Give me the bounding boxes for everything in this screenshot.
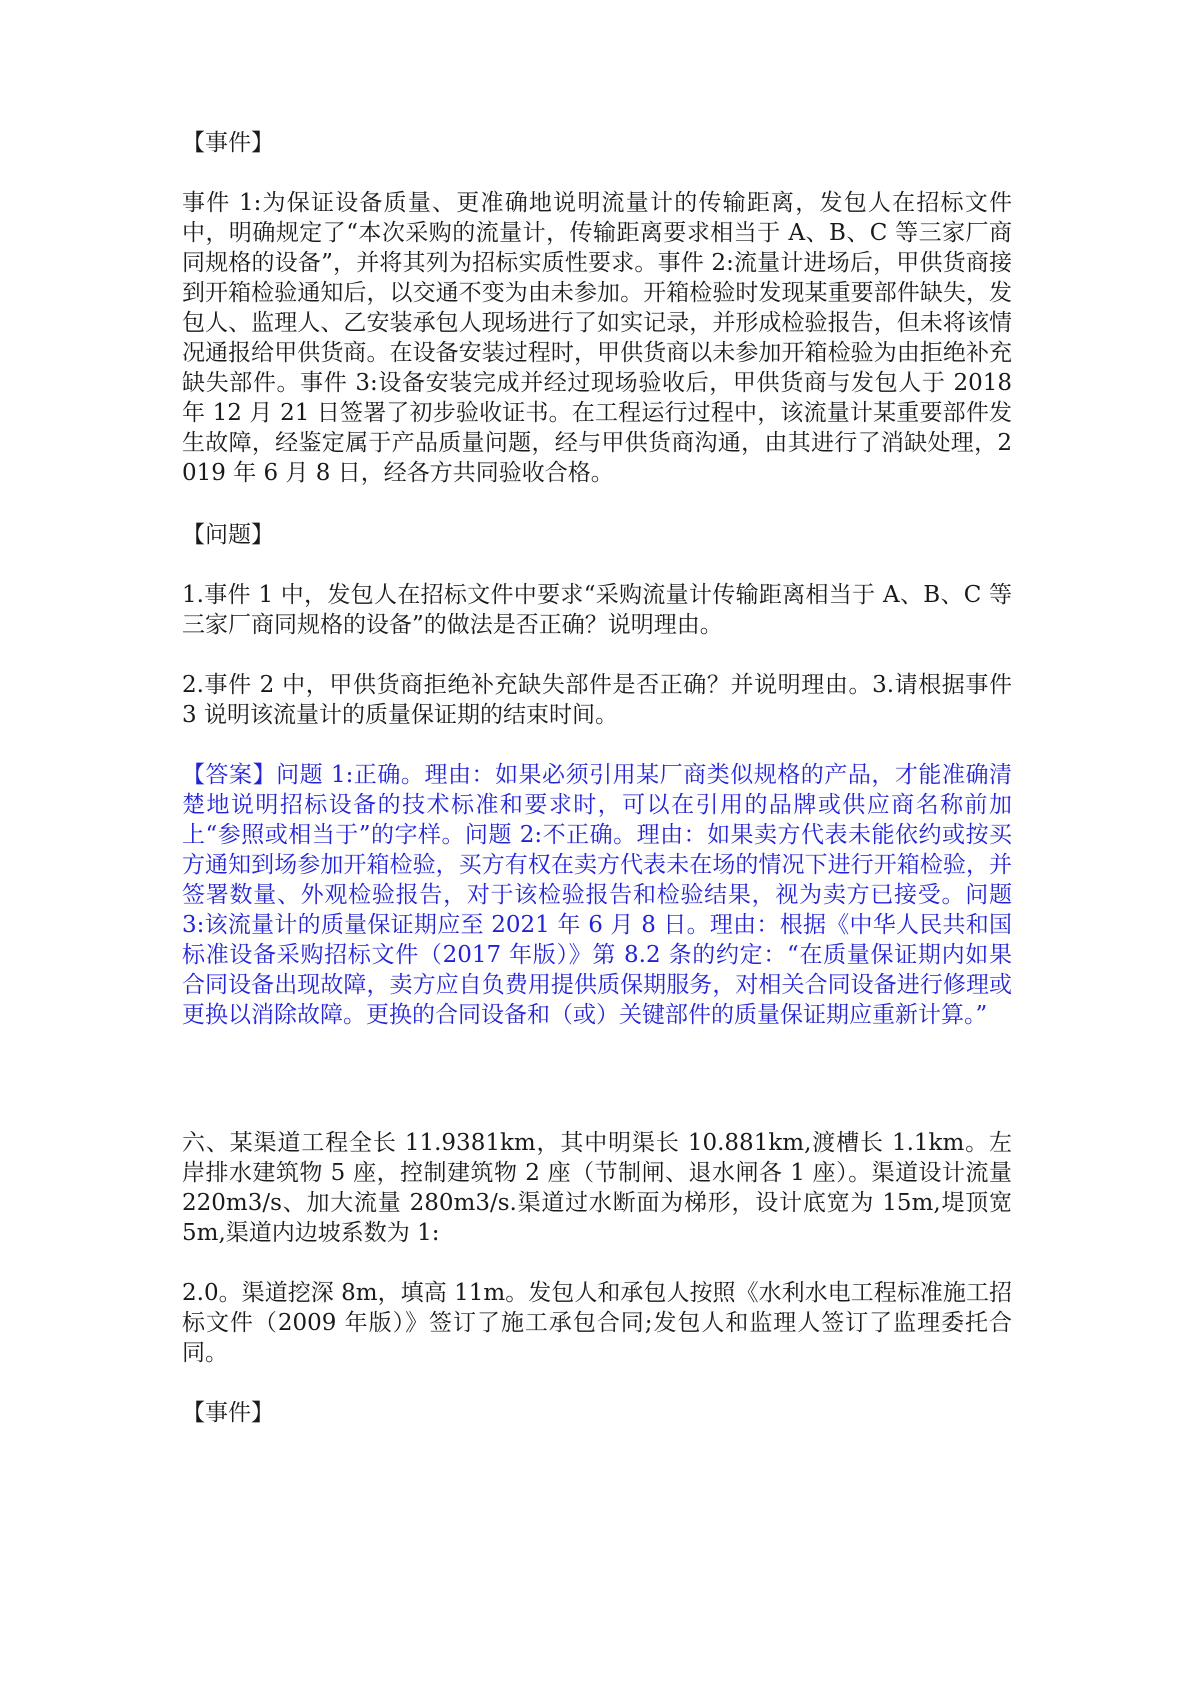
event-heading-2: 【事件】 xyxy=(182,1400,274,1426)
spacer xyxy=(182,1030,1012,1128)
question-heading: 【问题】 xyxy=(182,522,274,548)
event-heading: 【事件】 xyxy=(182,130,274,156)
question-1: 1.事件 1 中，发包人在招标文件中要求“采购流量计传输距离相当于 A、B、C 等三家厂商同规格的设备”的做法是否正确？说明理由。 xyxy=(182,582,1012,638)
section-six-continued: 2.0。渠道挖深 8m，填高 11m。发包人和承包人按照《水利水电工程标准施工招标文件（2009 年版）》签订了施工承包合同;发包人和监理人签订了监理委托合同。 xyxy=(182,1280,1012,1366)
spacer xyxy=(182,488,1012,520)
spacer xyxy=(182,158,1012,188)
document-content xyxy=(182,128,1012,1428)
question-2: 2.事件 2 中，甲供货商拒绝补充缺失部件是否正确？并说明理由。3.请根据事件 3 说明该流量计的质量保证期的结束时间。 xyxy=(182,672,1012,728)
event-paragraph: 事件 1:为保证设备质量、更准确地说明流量计的传输距离，发包人在招标文件中，明确规定了“本次采购的流量计，传输距离要求相当于 A、B、C 等三家厂商同规格的设备”，并将其列为招标实质性要求。事件 2:流量计进场后，甲供货商接到开箱检验通知后，以交通不变为由未参加。开箱检验时发现某重要部件缺失，发包人、监理人、乙安装承包人现场进行了如实记录，并形成检验报告，但未将该情况通报给甲供货商。在设备安装过程时，甲供货商以未参加开箱检验为由拒绝补充缺失部件。事件 3:设备安装完成并经过现场验收后，甲供货商与发包人于 2018 年 12 月 21 日签署了初步验收证书。在工程运行过程中，该流量计某重要部件发生故障，经鉴定属于产品质量问题，经与甲供货商沟通，由其进行了消缺处理，2019 年 6 月 8 日，经各方共同验收合格。 xyxy=(182,190,1012,486)
spacer xyxy=(182,550,1012,580)
spacer xyxy=(182,1248,1012,1278)
answer-label: 【答案】 xyxy=(182,762,277,788)
answer-paragraph xyxy=(182,760,1012,1030)
spacer xyxy=(182,640,1012,670)
answer-text: 问题 1:正确。理由：如果必须引用某厂商类似规格的产品，才能准确清楚地说明招标设备的技术标准和要求时，可以在引用的品牌或供应商名称前加上“参照或相当于”的字样。问题 2:不正确。理由：如果卖方代表未能依约或按买方通知到场参加开箱检验，买方有权在卖方代表未在场的情况下进行开箱检验，并签署数量、外观检验报告，对于该检验报告和检验结果，视为卖方已接受。问题 3:该流量计的质量保证期应至 2021 年 6 月 8 日。理由：根据《中华人民共和国标准设备采购招标文件（2017 年版）》第 8.2 条的约定：“在质量保证期内如果合同设备出现故障，卖方应自负费用提供质保期服务，对相关合同设备进行修理或更换以消除故障。更换的合同设备和（或）关键部件的质量保证期应重新计算。” xyxy=(182,762,1012,1028)
spacer xyxy=(182,1368,1012,1398)
spacer xyxy=(182,730,1012,760)
section-six-paragraph: 六、某渠道工程全长 11.9381km，其中明渠长 10.881km,渡槽长 1.1km。左岸排水建筑物 5 座，控制建筑物 2 座（节制闸、退水闸各 1 座）。渠道设计流量 220m3/s、加大流量 280m3/s.渠道过水断面为梯形，设计底宽为 15m,堤顶宽 5m,渠道内边坡系数为 1: xyxy=(182,1130,1012,1246)
